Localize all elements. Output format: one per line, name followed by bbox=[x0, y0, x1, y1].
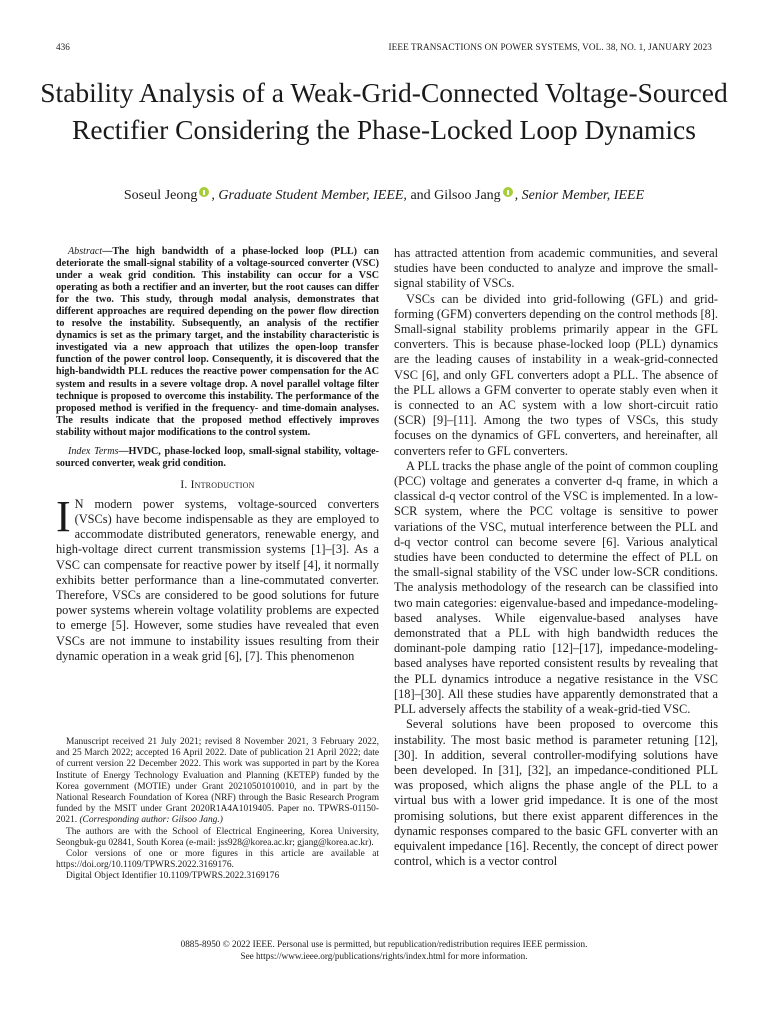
right-column bbox=[394, 246, 718, 869]
author-2-name: Gilsoo Jang bbox=[434, 188, 501, 203]
intro-paragraph-3: A PLL tracks the phase angle of the point of common coupling (PCC) voltage and generates a converter d-q frame, in which a classical d-q vector control of the VSC is implemented. In a low-SCR system, where the PCC voltage is sensitive to power variations of the VSC, mutual interference between the PLL and d-q vector control can become severe [6]. Various analytical studies have been conducted to determine the effect of PLL on the small-signal stability of the VSC under low-SCR conditions. The analysis methodology of the research can be classified into two main categories: eigenvalue-based and impedance-modeling-based analyses. While eigenvalue-based analyses have demonstrated that a PLL with high bandwidth reduces the dominant-pole damping ratio [12]–[17], impedance-modeling-based analyses have reported consistent results by revealing that the PLL dynamics introduce a negative resistance in the VSC [18]–[30]. All these studies have apparently demonstrated that a PLL adversely affects the stability of a weak-grid-tied VSC. bbox=[394, 458, 718, 717]
abstract-label: Abstract bbox=[68, 246, 103, 257]
footnote-manuscript bbox=[56, 737, 379, 827]
copyright-notice bbox=[56, 939, 712, 962]
author-line bbox=[40, 187, 728, 205]
intro-paragraph-1-text: N modern power systems, voltage-sourced converters (VSCs) have become indispensable as they are employed to accommodate distributed generators, renewable energy, and high-voltage direct current transmission systems [1]–[3]. As a VSC can compensate for reactive power by itself [4], it normally exhibits better performance than a line-commutated converter. Therefore, VSCs are considered to be good solutions for future power systems wherein voltage volatility problems are expected to emerge [5]. However, some studies have revealed that even VSCs are not immune to instability issues resulting from their dynamic operation in a weak grid [6], [7]. This phenomenon bbox=[56, 496, 379, 663]
drop-cap: I bbox=[56, 491, 71, 541]
footnote-manuscript-text: Manuscript received 21 July 2021; revised 8 November 2021, 3 February 2022, and 25 March 2022; accepted 16 April 2022. Date of publication 21 April 2022; date of current version 22 December 2022. This work was supported in part by the Korea Institute of Energy Technology Evaluation and Planning (KETEP) funded by the Korea government (MOTIE) under Grant 20210501010010, and in part by the National Research Foundation of Korea (NRF) through the Basic Research Program funded by the MSIT under Grant 2020R1A4A1019405. Paper no. TPWRS-01150-2021. bbox=[56, 737, 379, 826]
author-2-role: , Senior Member, IEEE bbox=[514, 188, 645, 203]
index-terms-text: —HVDC, phase-locked loop, small-signal stability, voltage-sourced converter, weak grid condition. bbox=[56, 445, 379, 469]
journal-citation: IEEE TRANSACTIONS ON POWER SYSTEMS, VOL. 38, NO. 1, JANUARY 2023 bbox=[388, 42, 712, 52]
footnote-color-versions: Color versions of one or more figures in this article are available at https://doi.org/10.1109/TPWRS.2022.3169176. bbox=[56, 849, 379, 871]
index-terms bbox=[56, 446, 379, 470]
index-terms-label: Index Terms bbox=[68, 445, 119, 457]
intro-paragraph-1 bbox=[56, 491, 379, 664]
page-number: 436 bbox=[56, 42, 70, 52]
intro-paragraph-4: Several solutions have been proposed to overcome this instability. The most basic method is parameter retuning [12], [30]. In addition, several controller-modifying solutions have been developed. In [31], [32], an impedance-conditioned PLL was proposed, which aligns the phase angle of the PLL to a virtual bus with a lower grid impedance. It is one of the most promising solutions, but there exist apparent differences in the dynamic responses compared to the basic GFL converter with an equivalent impedance [16]. Recently, the concept of direct power control, which is a vector control bbox=[394, 717, 718, 869]
intro-paragraph-2: VSCs can be divided into grid-following (GFL) and grid-forming (GFM) converters depending on the control methods [8]. Small-signal stability problems primarily appear in the GFL converters. This is because phase-locked loop (PLL) dynamics are the leading causes of instability in a weak-grid-connected VSC [6], and only GFL converters adopt a PLL. The absence of the PLL allows a GFM converter to operate stably even when it is connected to an AC system with a low short-circuit ratio (SCR) [9]–[11]. Among the two types of VSCs, this study focuses on the dynamics of GFL converters, and hereinafter, all converters refer to GFL converters. bbox=[394, 291, 718, 458]
section-heading-introduction: I. Introduction bbox=[180, 478, 255, 491]
author-conjunction: and bbox=[410, 188, 431, 203]
paper-title: Stability Analysis of a Weak-Grid-Connected Voltage-Sourced Rectifier Considering the Phase-Locked Loop Dynamics bbox=[40, 77, 728, 145]
author-1-role: , Graduate Student Member, IEEE, bbox=[211, 188, 407, 203]
footnote-corresponding: (Corresponding author: Gilsoo Jang.) bbox=[79, 815, 223, 826]
abstract-text: —The high bandwidth of a phase-locked loop (PLL) can deteriorate the small-signal stability of a voltage-sourced converter (VSC) under a weak grid condition. This instability can occur for a VSC operating as both a rectifier and an inverter, but the root causes can differ for the two. This study, through modal analysis, demonstrates that different approaches are required depending on the power flow direction to resolve the instability. Subsequently, an analysis of the rectifier dynamics is set as the primary target, and the instability characteristic is investigated via a new approach that utilizes the open-loop transfer function of the power control loop. Consequently, it is discovered that the high-bandwidth PLL reduces the reactive power compensation for the AC system and results in a severe voltage drop. A novel parallel voltage filter technique is proposed to overcome this instability. The performance of the proposed method is verified in the frequency- and time-domain analyses. The results indicate that the proposed method effectively improves stability without major modifications to the control system. bbox=[56, 246, 379, 438]
copyright-line-2: See https://www.ieee.org/publications/rights/index.html for more information. bbox=[240, 950, 528, 961]
left-column bbox=[56, 246, 379, 664]
abstract bbox=[56, 246, 379, 439]
footnote-doi: Digital Object Identifier 10.1109/TPWRS.2022.3169176 bbox=[66, 871, 280, 882]
footnotes bbox=[56, 737, 379, 883]
author-1-name: Soseul Jeong bbox=[123, 188, 198, 203]
footnote-affiliation: The authors are with the School of Electrical Engineering, Korea University, Seongbuk-gu 02841, South Korea (e-mail: jss928@korea.ac.kr; gjang@korea.ac.kr). bbox=[56, 826, 379, 848]
copyright-line-1: 0885-8950 © 2022 IEEE. Personal use is permitted, but republication/redistribution requires IEEE permission. bbox=[180, 939, 588, 949]
running-header bbox=[56, 42, 712, 56]
orcid-icon[interactable] bbox=[503, 187, 513, 197]
intro-paragraph-1-continued: has attracted attention from academic communities, and several studies have been conducted to analyze and improve the small-signal stability of VSCs. bbox=[394, 246, 718, 291]
orcid-icon[interactable] bbox=[199, 187, 209, 197]
